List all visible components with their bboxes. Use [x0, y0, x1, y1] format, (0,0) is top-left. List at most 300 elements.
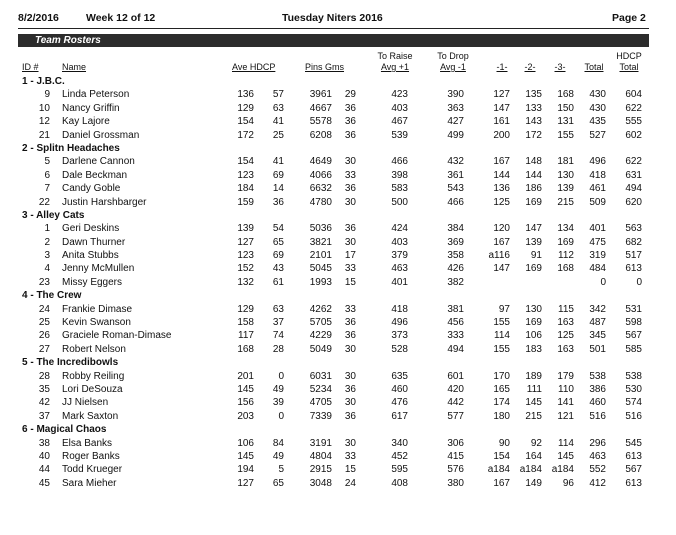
player-hdcp-total: 545 [625, 437, 642, 449]
player-pins: 4262 [309, 303, 332, 315]
player-hdcp-total: 516 [625, 410, 642, 422]
league-title: Tuesday Niters 2016 [282, 12, 383, 24]
col-to-drop-sub: Avg -1 [440, 62, 466, 72]
player-total: 552 [589, 464, 606, 476]
player-id: 27 [38, 343, 50, 355]
player-game-1: 154 [493, 450, 510, 462]
player-pins: 4780 [309, 196, 332, 208]
col-pins-gms: Pins Gms [305, 62, 345, 72]
player-total: 475 [589, 236, 606, 248]
player-pins: 5045 [309, 263, 332, 275]
player-game-2: 149 [525, 477, 542, 489]
player-average: 194 [237, 464, 254, 476]
player-id: 6 [44, 169, 50, 181]
player-handicap: 74 [272, 330, 284, 342]
player-id: 9 [44, 89, 50, 101]
player-games: 36 [344, 317, 356, 329]
player-row [0, 343, 676, 356]
player-hdcp-total: 555 [625, 116, 642, 128]
team-header [0, 209, 676, 222]
player-average: 127 [237, 236, 254, 248]
player-game-1: 170 [493, 370, 510, 382]
player-row [0, 236, 676, 249]
player-pins: 5578 [309, 116, 332, 128]
player-average: 129 [237, 303, 254, 315]
player-games: 36 [344, 183, 356, 195]
col-total: Total [584, 62, 604, 72]
player-average: 139 [237, 223, 254, 235]
player-game-3: 155 [557, 129, 574, 141]
player-total: 319 [589, 250, 606, 262]
player-pins: 4066 [309, 169, 332, 181]
player-to-raise: 401 [391, 276, 408, 288]
player-game-2: 148 [525, 156, 542, 168]
player-name: Lori DeSouza [62, 383, 123, 395]
col-to-drop: To Drop [437, 51, 469, 61]
player-row [0, 88, 676, 101]
player-name: Dale Beckman [62, 169, 128, 181]
player-games: 36 [344, 102, 356, 114]
player-average: 159 [237, 196, 254, 208]
player-row [0, 129, 676, 142]
player-to-raise: 340 [391, 437, 408, 449]
player-games: 30 [344, 370, 356, 382]
player-to-raise: 617 [391, 410, 408, 422]
player-to-raise: 476 [391, 397, 408, 409]
player-average: 132 [237, 276, 254, 288]
player-to-drop: 577 [447, 410, 464, 422]
player-games: 30 [344, 156, 356, 168]
player-id: 37 [38, 410, 50, 422]
player-handicap: 49 [272, 383, 284, 395]
player-total: 418 [589, 169, 606, 181]
player-game-3: 163 [557, 343, 574, 355]
player-game-2: 169 [525, 317, 542, 329]
player-game-2: a184 [519, 464, 542, 476]
player-name: Roger Banks [62, 450, 120, 462]
player-row [0, 370, 676, 383]
player-name: Sara Mieher [62, 477, 117, 489]
player-to-drop: 384 [447, 223, 464, 235]
player-game-3: 139 [557, 183, 574, 195]
player-pins: 4649 [309, 156, 332, 168]
player-game-2: 135 [525, 89, 542, 101]
player-game-2: 183 [525, 343, 542, 355]
player-to-drop: 381 [447, 303, 464, 315]
player-game-3: 150 [557, 102, 574, 114]
player-average: 106 [237, 437, 254, 449]
player-id: 28 [38, 370, 50, 382]
player-pins: 2101 [309, 250, 332, 262]
player-pins: 3821 [309, 236, 332, 248]
player-total: 484 [589, 263, 606, 275]
player-row [0, 249, 676, 262]
player-handicap: 39 [272, 397, 284, 409]
player-total: 430 [589, 102, 606, 114]
team-header [0, 142, 676, 155]
player-to-raise: 463 [391, 263, 408, 275]
team-header [0, 289, 676, 302]
player-to-raise: 595 [391, 464, 408, 476]
player-to-raise: 452 [391, 450, 408, 462]
player-game-1: 127 [493, 89, 510, 101]
player-pins: 5234 [309, 383, 332, 395]
col-id: ID # [22, 62, 39, 72]
player-handicap: 14 [272, 183, 284, 195]
player-handicap: 65 [272, 477, 284, 489]
player-handicap: 54 [272, 223, 284, 235]
player-game-1: 120 [493, 223, 510, 235]
player-average: 117 [238, 330, 254, 342]
player-game-2: 169 [525, 263, 542, 275]
player-total: 516 [589, 410, 606, 422]
player-game-3: 131 [557, 116, 574, 128]
player-to-raise: 500 [391, 196, 408, 208]
player-to-drop: 427 [447, 116, 464, 128]
player-games: 36 [344, 410, 356, 422]
player-games: 30 [344, 343, 356, 355]
player-to-raise: 379 [391, 250, 408, 262]
player-total: 461 [589, 183, 606, 195]
player-game-1: 167 [493, 156, 510, 168]
player-name: Candy Goble [62, 183, 121, 195]
player-to-drop: 576 [447, 464, 464, 476]
player-name: Jenny McMullen [62, 263, 135, 275]
player-to-raise: 373 [391, 330, 408, 342]
player-total: 430 [589, 89, 606, 101]
player-id: 23 [38, 276, 50, 288]
player-to-raise: 424 [391, 223, 408, 235]
player-id: 26 [38, 330, 50, 342]
player-row [0, 463, 676, 476]
player-total: 463 [589, 450, 606, 462]
section-title: Team Rosters [35, 35, 101, 46]
player-total: 386 [589, 383, 606, 395]
player-total: 435 [589, 116, 606, 128]
player-handicap: 49 [272, 450, 284, 462]
player-game-3: 121 [557, 410, 574, 422]
player-game-1: 125 [493, 196, 510, 208]
player-to-raise: 398 [391, 169, 408, 181]
col-ave-hdcp: Ave HDCP [232, 62, 276, 72]
player-games: 29 [344, 89, 356, 101]
player-to-drop: 432 [447, 156, 464, 168]
player-to-drop: 426 [447, 263, 464, 275]
player-game-2: 130 [525, 303, 542, 315]
roster-table [0, 75, 676, 490]
player-game-3: 145 [557, 450, 574, 462]
player-total: 0 [600, 276, 606, 288]
player-game-2: 111 [526, 383, 542, 395]
player-game-1: 167 [493, 477, 510, 489]
week-label: Week 12 of 12 [86, 12, 156, 24]
player-to-raise: 403 [391, 102, 408, 114]
player-hdcp-total: 613 [625, 477, 642, 489]
player-games: 15 [344, 464, 356, 476]
player-hdcp-total: 538 [625, 370, 642, 382]
player-to-raise: 528 [391, 343, 408, 355]
player-name: Robby Reiling [62, 370, 125, 382]
player-average: 158 [237, 317, 254, 329]
player-game-3: 141 [557, 397, 574, 409]
player-game-2: 92 [530, 437, 542, 449]
player-average: 172 [237, 129, 254, 141]
player-name: Justin Harshbarger [62, 196, 147, 208]
player-handicap: 41 [272, 156, 284, 168]
team-name: 2 - Splitn Headaches [22, 142, 120, 154]
report-date: 8/2/2016 [18, 12, 59, 24]
player-hdcp-total: 567 [625, 464, 642, 476]
col-hdcp-total: HDCP [616, 51, 642, 61]
player-games: 36 [344, 223, 356, 235]
player-handicap: 41 [272, 116, 284, 128]
player-name: Nancy Griffin [62, 102, 120, 114]
player-to-drop: 494 [447, 343, 464, 355]
player-to-drop: 456 [447, 317, 464, 329]
player-handicap: 43 [272, 263, 284, 275]
player-game-3: 134 [557, 223, 574, 235]
player-handicap: 5 [278, 464, 284, 476]
team-name: 6 - Magical Chaos [22, 424, 107, 436]
player-hdcp-total: 531 [625, 303, 642, 315]
page-number: Page 2 [612, 12, 646, 24]
player-id: 44 [38, 464, 50, 476]
player-average: 136 [237, 89, 254, 101]
player-game-1: 174 [493, 397, 510, 409]
player-to-drop: 363 [447, 102, 464, 114]
player-average: 201 [237, 370, 254, 382]
player-id: 10 [38, 102, 50, 114]
player-to-drop: 333 [447, 330, 464, 342]
player-pins: 1993 [309, 276, 332, 288]
player-to-drop: 415 [447, 450, 464, 462]
player-name: Anita Stubbs [62, 250, 119, 262]
player-name: Elsa Banks [62, 437, 113, 449]
player-to-drop: 390 [447, 89, 464, 101]
player-row [0, 102, 676, 115]
player-game-1: 147 [493, 102, 510, 114]
player-games: 33 [344, 450, 356, 462]
player-to-drop: 499 [447, 129, 464, 141]
player-average: 123 [237, 169, 254, 181]
player-to-drop: 420 [447, 383, 464, 395]
player-row [0, 182, 676, 195]
player-to-raise: 460 [391, 383, 408, 395]
player-average: 145 [237, 383, 254, 395]
player-game-3: 96 [562, 477, 574, 489]
player-game-2: 133 [525, 102, 542, 114]
player-handicap: 63 [272, 102, 284, 114]
player-hdcp-total: 585 [625, 343, 642, 355]
player-row [0, 262, 676, 275]
player-game-1: a116 [488, 250, 510, 262]
section-band [18, 34, 649, 47]
player-hdcp-total: 494 [625, 183, 642, 195]
player-id: 45 [38, 477, 50, 489]
player-games: 36 [344, 330, 356, 342]
player-row [0, 196, 676, 209]
player-game-1: 180 [493, 410, 510, 422]
player-handicap: 57 [272, 89, 284, 101]
col-game-3: -3- [554, 62, 566, 72]
player-name: Daniel Grossman [62, 129, 140, 141]
player-id: 1 [44, 223, 50, 235]
team-name: 5 - The Incredibowls [22, 357, 119, 369]
player-hdcp-total: 563 [625, 223, 642, 235]
player-game-3: 115 [558, 303, 574, 315]
player-game-2: 139 [525, 236, 542, 248]
player-id: 2 [44, 236, 50, 248]
player-handicap: 0 [278, 370, 284, 382]
player-to-drop: 601 [447, 370, 464, 382]
player-handicap: 25 [272, 129, 284, 141]
col-to-raise-sub: Avg +1 [380, 62, 410, 72]
player-handicap: 84 [272, 437, 284, 449]
player-total: 487 [589, 317, 606, 329]
player-to-raise: 539 [391, 129, 408, 141]
player-name: Geri Deskins [62, 223, 120, 235]
player-pins: 5036 [309, 223, 332, 235]
player-game-1: 165 [493, 383, 510, 395]
player-pins: 3048 [309, 477, 332, 489]
player-pins: 4229 [309, 330, 332, 342]
team-name: 4 - The Crew [22, 290, 82, 302]
player-game-3: 168 [557, 89, 574, 101]
player-hdcp-total: 631 [625, 169, 642, 181]
player-to-raise: 583 [391, 183, 408, 195]
player-game-3: 163 [557, 317, 574, 329]
player-game-3: 215 [557, 196, 574, 208]
player-game-2: 106 [525, 330, 542, 342]
player-name: Robert Nelson [62, 343, 126, 355]
player-games: 33 [344, 169, 356, 181]
player-handicap: 63 [272, 303, 284, 315]
team-header [0, 356, 676, 369]
player-hdcp-total: 622 [625, 156, 642, 168]
player-name: Linda Peterson [62, 89, 130, 101]
player-total: 460 [589, 397, 606, 409]
player-row [0, 410, 676, 423]
player-to-drop: 543 [447, 183, 464, 195]
team-header [0, 75, 676, 88]
player-handicap: 28 [272, 343, 284, 355]
player-games: 30 [344, 397, 356, 409]
player-game-2: 164 [525, 450, 542, 462]
player-id: 40 [38, 450, 50, 462]
team-header [0, 423, 676, 436]
player-hdcp-total: 620 [625, 196, 642, 208]
player-pins: 3961 [309, 89, 332, 101]
player-game-2: 143 [525, 116, 542, 128]
player-hdcp-total: 517 [625, 250, 642, 262]
player-to-raise: 466 [391, 156, 408, 168]
player-hdcp-total: 613 [625, 263, 642, 275]
player-handicap: 37 [272, 317, 284, 329]
player-game-2: 91 [530, 250, 542, 262]
player-row [0, 383, 676, 396]
player-average: 129 [237, 102, 254, 114]
player-hdcp-total: 613 [625, 450, 642, 462]
player-game-1: 147 [493, 263, 510, 275]
player-to-drop: 442 [447, 397, 464, 409]
player-game-1: a184 [487, 464, 510, 476]
player-id: 24 [38, 303, 50, 315]
player-name: JJ Nielsen [62, 397, 109, 409]
player-hdcp-total: 604 [625, 89, 642, 101]
player-name: Todd Krueger [62, 464, 123, 476]
player-game-1: 90 [498, 437, 510, 449]
col-to-raise: To Raise [377, 51, 413, 61]
player-average: 184 [237, 183, 254, 195]
player-total: 342 [589, 303, 606, 315]
player-to-raise: 423 [391, 89, 408, 101]
player-games: 24 [344, 477, 356, 489]
player-games: 30 [344, 236, 356, 248]
player-games: 30 [344, 437, 356, 449]
player-name: Darlene Cannon [62, 156, 135, 168]
player-games: 30 [344, 196, 356, 208]
player-average: 154 [237, 116, 254, 128]
player-to-drop: 369 [447, 236, 464, 248]
player-name: Missy Eggers [62, 276, 123, 288]
player-row [0, 303, 676, 316]
player-game-1: 144 [493, 169, 510, 181]
player-game-2: 169 [525, 196, 542, 208]
player-average: 145 [237, 450, 254, 462]
player-pins: 7339 [309, 410, 332, 422]
player-to-raise: 496 [391, 317, 408, 329]
player-row [0, 115, 676, 128]
col-game-2: -2- [524, 62, 536, 72]
player-row [0, 437, 676, 450]
player-hdcp-total: 602 [625, 129, 642, 141]
player-game-3: 179 [557, 370, 574, 382]
player-handicap: 61 [272, 276, 284, 288]
player-games: 36 [344, 116, 356, 128]
player-to-raise: 408 [391, 477, 408, 489]
player-pins: 5705 [309, 317, 332, 329]
player-game-3: 125 [557, 330, 574, 342]
player-hdcp-total: 682 [625, 236, 642, 248]
player-pins: 6031 [309, 370, 332, 382]
player-handicap: 69 [272, 250, 284, 262]
player-handicap: 36 [272, 196, 284, 208]
player-game-1: 161 [493, 116, 510, 128]
player-handicap: 69 [272, 169, 284, 181]
player-game-3: 110 [558, 383, 574, 395]
player-total: 501 [589, 343, 606, 355]
player-row [0, 316, 676, 329]
player-average: 203 [237, 410, 254, 422]
player-to-raise: 418 [391, 303, 408, 315]
player-total: 496 [589, 156, 606, 168]
player-average: 168 [237, 343, 254, 355]
player-average: 154 [237, 156, 254, 168]
player-pins: 5049 [309, 343, 332, 355]
player-id: 42 [38, 397, 50, 409]
player-game-3: 112 [558, 250, 574, 262]
player-row [0, 329, 676, 342]
player-pins: 6632 [309, 183, 332, 195]
player-name: Frankie Dimase [62, 303, 133, 315]
player-pins: 4804 [309, 450, 332, 462]
player-games: 15 [344, 276, 356, 288]
player-total: 412 [589, 477, 606, 489]
player-row [0, 450, 676, 463]
player-to-drop: 306 [447, 437, 464, 449]
player-to-raise: 467 [391, 116, 408, 128]
col-game-1: -1- [496, 62, 508, 72]
